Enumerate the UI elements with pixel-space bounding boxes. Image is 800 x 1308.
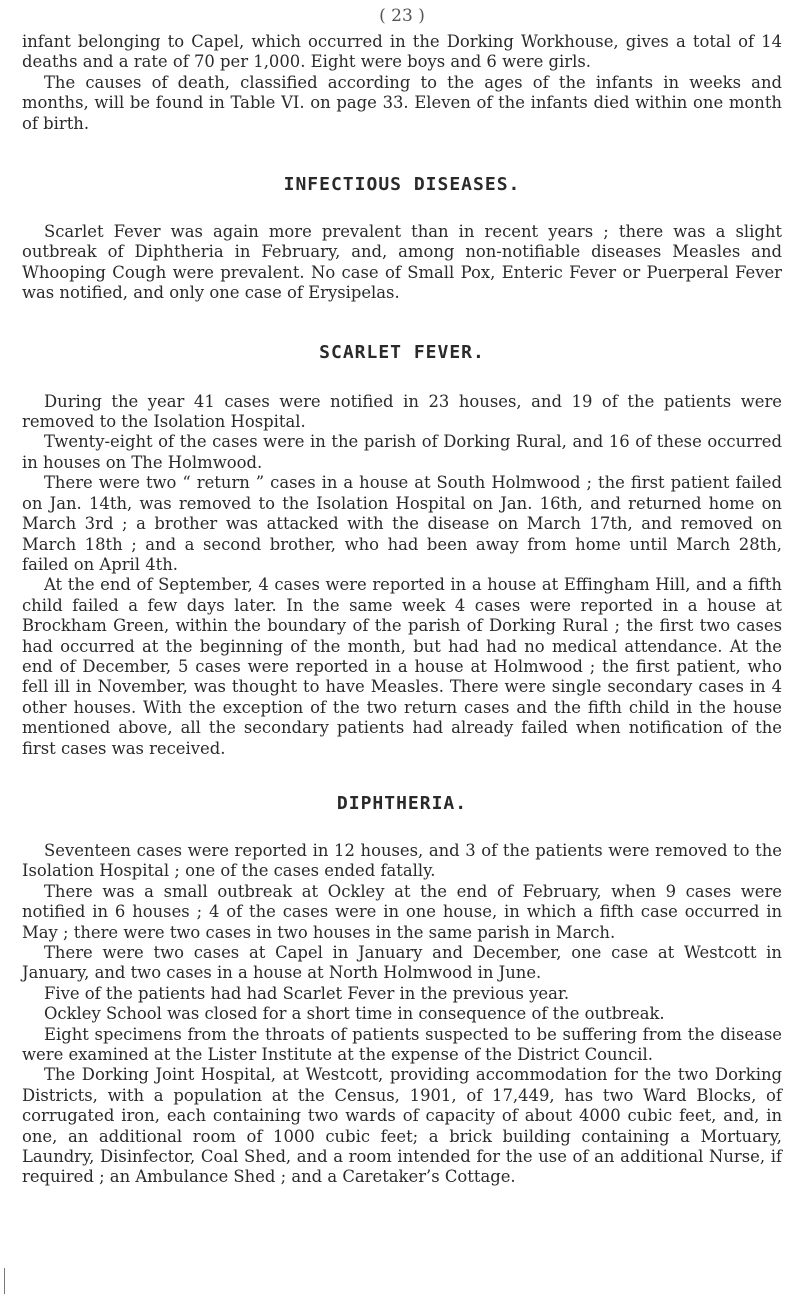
infectious-paragraph: Scarlet Fever was again more prevalent than in recent years ; there was a slight outbreak of Diphtheria in February, and, among non-notifiable diseases Measles and Whooping Cough were prevalent. No case of Small Pox, Enteric Fever or Puerperal Fever was notified, and only one case of Erysipelas.	[22, 222, 782, 303]
diphtheria-paragraph: Eight specimens from the throats of patients suspected to be suffering from the disease were examined at the Lister Institute at the expense of the District Council.	[22, 1024, 782, 1065]
diphtheria-paragraph: There were two cases at Capel in January and December, one case at Westcott in January, and two cases in a house at North Holmwood in June.	[22, 943, 782, 983]
intro-paragraph: The causes of death, classified according to the ages of the infants in weeks and months, will be found in Table VI. on page 33. Eleven of the infants died within one month of birth.	[22, 72, 782, 133]
diphtheria-paragraph: The Dorking Joint Hospital, at Westcott, providing accommodation for the two Dorking Districts, with a population at the Census, 1901, of 17,449, has two Ward Blocks, of corrugated iron, each containing two wards of capacity of about 4000 cubic feet, and, in one, an additional room of 1000 cubic feet; a brick building containing a Mortuary, Laundry, Disinfector, Coal Shed, and a room intended for the use of an additional Nurse, if required ; an Ambulance Shed ; and a Caretaker’s Cottage.	[22, 1065, 782, 1187]
page-number: ( 23 )	[379, 6, 425, 26]
diphtheria-paragraph: Seventeen cases were reported in 12 houses, and 3 of the patients were removed to the Isolation Hospital ; one of the cases ended fatally.	[22, 840, 782, 881]
diphtheria-paragraph: Five of the patients had had Scarlet Fever in the previous year.	[44, 983, 570, 1003]
scarlet-paragraph: There were two “ return ” cases in a house at South Holmwood ; the first patient failed on Jan. 14th, was removed to the Isolation Hospital on Jan. 16th, and returned home on March 3rd ; a brother was attacked with the disease on March 17th, and removed on March 18th ; and a second brother, who had been away from home until March 28th, failed on April 4th.	[22, 473, 782, 574]
section-heading-infectious-diseases: INFECTIOUS DISEASES.	[283, 174, 521, 196]
diphtheria-paragraph: Ockley School was closed for a short time in consequence of the outbreak.	[44, 1004, 665, 1024]
scarlet-paragraph: During the year 41 cases were notified in 23 houses, and 19 of the patients were removed to the Isolation Hospital.	[22, 391, 782, 432]
scarlet-paragraph: At the end of September, 4 cases were reported in a house at Effingham Hill, and a fifth child failed a few days later. In the same week 4 cases were reported in a house at Brockham Green, within the boundary of the parish of Dorking Rural ; the first two cases had occurred at the beginning of the month, but had had no medical attendance. At the end of December, 5 cases were reported in a house at Holmwood ; the first patient, who fell ill in November, was thought to have Measles. There were single secondary cases in 4 other houses. With the exception of the two return cases and the fifth child in the house mentioned above, all the secondary patients had already failed when notification of the first cases was received.	[22, 575, 782, 758]
scarlet-paragraph: Twenty-eight of the cases were in the parish of Dorking Rural, and 16 of these occurred in houses on The Holmwood.	[22, 432, 782, 472]
diphtheria-paragraph: There was a small outbreak at Ockley at the end of February, when 9 cases were notified in 6 houses ; 4 of the cases were in one house, in which a fifth case occurred in May ; there were two cases in two houses in the same parish in March.	[22, 881, 782, 942]
intro-paragraph: infant belonging to Capel, which occurred in the Dorking Workhouse, gives a total of 14 deaths and a rate of 70 per 1,000. Eight were boys and 6 were girls.	[22, 32, 782, 72]
margin-line	[4, 1268, 5, 1294]
section-heading-diphtheria: DIPHTHERIA.	[336, 792, 468, 814]
section-heading-scarlet-fever: SCARLET FEVER.	[319, 341, 485, 363]
document-page	[22, 6, 782, 1188]
